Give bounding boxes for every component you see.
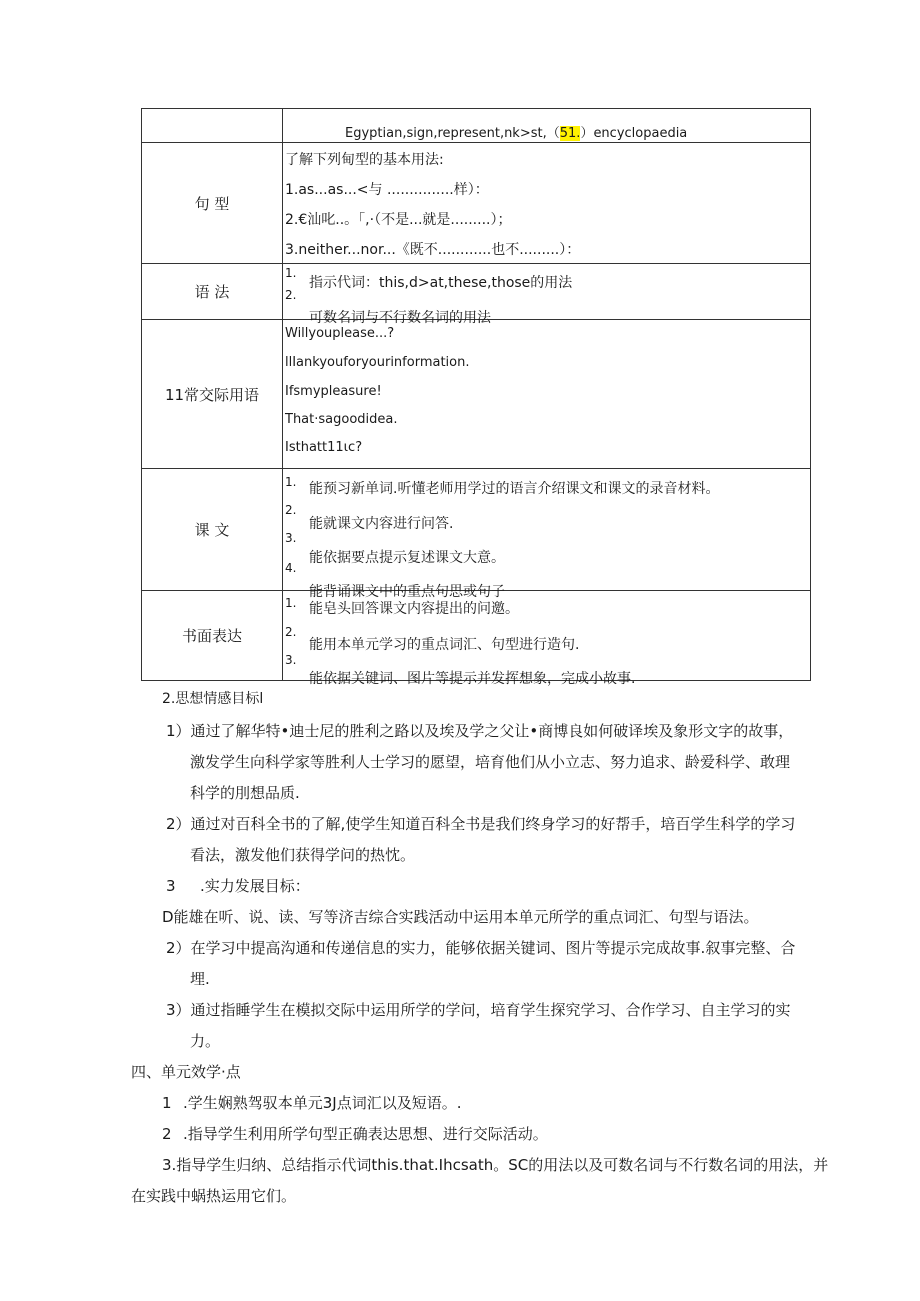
text-item-4: 能背诵课文中的重点句思或句子 [309, 584, 505, 600]
key-point-1: .学生娴熟驾驭本单元3J点词汇以及短语。. [183, 1094, 462, 1112]
sentence-pattern-label: 句 型 [142, 143, 283, 264]
expression-2: llIankyouforyourinformation. [285, 355, 470, 370]
ability-item-1: D能雄在听、说、读、写等济吉综合实践活动中运用本单元所学的重点词汇、句型与语法。 [162, 908, 759, 926]
ability-item-3-line-1: 3）通过指睡学生在模拟交际中运用所学的学问，培育学生探究学习、合作学习、自主学习的实 [166, 1001, 791, 1019]
text-item-2: 能就课文内容进行问答. [309, 516, 454, 532]
text-row [142, 469, 811, 591]
writing-num-3: 3. [285, 653, 297, 667]
key-point-3-line-2: 在实践中蜗热运用它们。 [131, 1187, 297, 1205]
emotion-item-1-line-2: 激发学生向科学家等胜利人士学习的愿望，培育他们从小立志、努力追求、龄爱科学、敢理 [190, 753, 791, 771]
text-label: 课 文 [142, 469, 283, 591]
key-point-2-number: 2 [162, 1125, 172, 1143]
unit-objectives-table [141, 108, 811, 687]
writing-item-1: 能皂头回答课文内容提出的问邀。 [309, 601, 519, 617]
vocab-row [142, 109, 811, 143]
text-num-2: 2. [285, 503, 297, 517]
sentence-pattern-cell [283, 143, 811, 264]
ability-goal-heading: .实力发展目标： [200, 877, 310, 895]
grammar-item-1: 指示代词：this,d>at,these,those的用法 [309, 275, 573, 291]
text-num-1: 1. [285, 475, 297, 489]
text-item-3: 能依据要点提示复述课文大意。 [309, 550, 505, 566]
ability-item-2-line-1: 2）在学习中提高沟通和传递信息的实力，能够依据关键词、图片等提示完成故事.叙事完整、合 [166, 939, 796, 957]
emotion-item-1-line-3: 科学的刖想品质. [190, 784, 300, 802]
key-point-1-number: 1 [162, 1094, 172, 1112]
key-point-3-line-1: 3.指导学生归纳、总结指示代词this.that.Ihcsath。SC的用法以及可数名词与不行数名词的用法，并 [162, 1156, 829, 1174]
text-num-4: 4. [285, 561, 297, 575]
expression-3: Ifsmypleasure! [285, 384, 382, 399]
expressions-label: 11常交际用语 [142, 320, 283, 469]
pattern-line-3: 3.neither...nor...《既不............也不.........）： [285, 242, 581, 258]
emotion-item-1-line-1: 1）通过了解华特•迪士尼的胜利之路以及埃及学之父让•商博良如何破译埃及象形文字的故事， [166, 722, 794, 740]
vocab-cell [283, 109, 811, 143]
expression-5: Isthatt11ιc? [285, 440, 363, 455]
text-item-1: 能预习新单词.听懂老师用学过的语言介绍课文和课文的录音材料。 [309, 481, 720, 497]
writing-cell [283, 591, 811, 687]
pattern-intro: 了解下列甸型的基本用法: [285, 152, 444, 168]
ability-item-3-line-2: 力。 [190, 1032, 221, 1050]
writing-num-1: 1. [285, 596, 297, 610]
writing-num-2: 2. [285, 625, 297, 639]
grammar-num-2: 2. [285, 288, 297, 302]
emotion-item-2-line-2: 看法，激发他们获得学问的热忱。 [190, 846, 416, 864]
grammar-cell [283, 264, 811, 326]
writing-row [142, 591, 811, 681]
highlighted-number: 51. [559, 126, 581, 141]
pattern-line-2: 2.€汕叱..。「,·（不是...就是.........）； [285, 212, 512, 228]
text-num-3: 3. [285, 531, 297, 545]
grammar-num-1: 1. [285, 266, 297, 280]
ability-item-2-line-2: 埋. [190, 970, 210, 988]
expression-1: Willyouplease...? [285, 326, 395, 341]
writing-item-2: 能用本单元学习的重点词汇、句型进行造句. [309, 637, 580, 653]
vocab-words: Egyptian,sign,represent,nk>st,（51.）encyclopaedia [345, 126, 688, 141]
sentence-pattern-row [142, 143, 811, 264]
grammar-row [142, 264, 811, 320]
expression-4: That·sagoodidea. [285, 412, 398, 427]
emotion-item-2-line-1: 2）通过对百科全书的了解,使学生知道百科全书是我们终身学习的好帮手，培百学生科学的学习 [166, 815, 796, 833]
ability-heading-number: 3 [166, 877, 176, 895]
text-cell [283, 469, 811, 600]
writing-item-3: 能依据关键词、图片等提示并发挥想象，完成小故事. [309, 671, 636, 687]
emotion-goal-heading: 2.思想情感目标l [162, 691, 264, 707]
expressions-cell [283, 320, 811, 469]
vocab-label-cell [142, 109, 283, 143]
grammar-label: 语 法 [142, 264, 283, 320]
key-point-2: .指导学生利用所学句型正确表达思想、进行交际活动。 [183, 1125, 548, 1143]
writing-label: 书面表达 [142, 591, 283, 681]
key-points-heading: 四、单元效学·点 [131, 1063, 241, 1081]
grammar-item-2: 可数名词与不行数名词的用法 [309, 310, 491, 326]
pattern-line-1: 1.as...as...<与 ...............样）： [285, 182, 489, 198]
expressions-row [142, 320, 811, 469]
